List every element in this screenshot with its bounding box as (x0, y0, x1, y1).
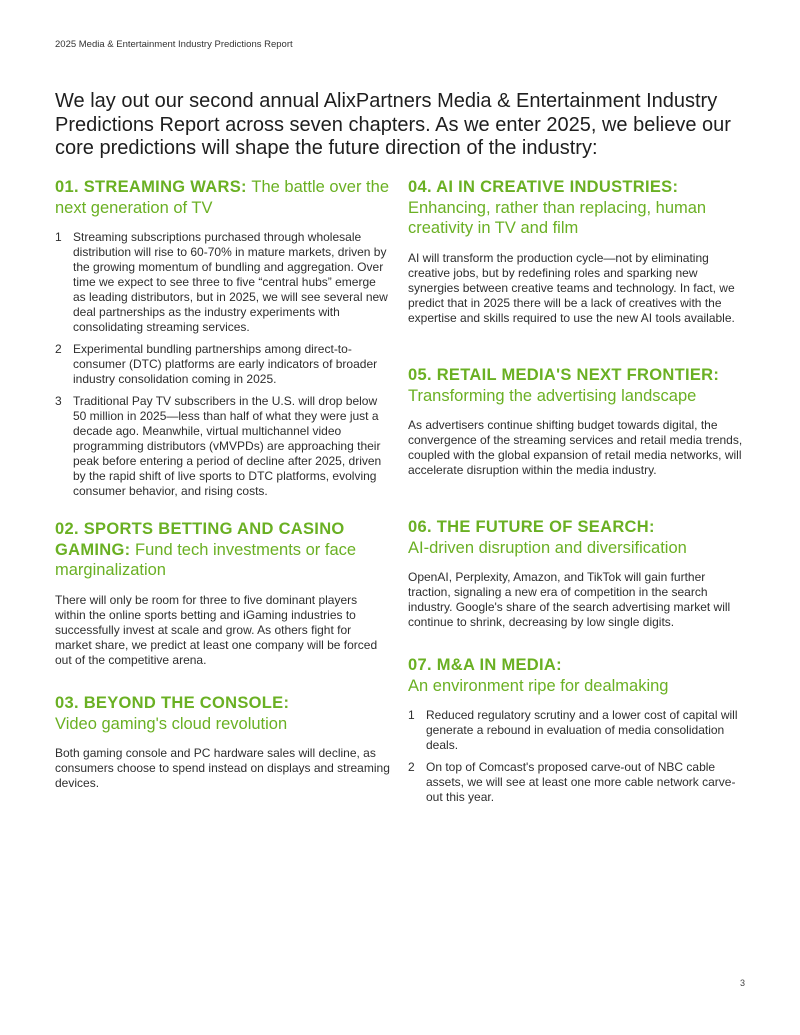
section-future-search (408, 517, 743, 630)
section-body: OpenAI, Perplexity, Amazon, and TikTok will gain further traction, signaling a new era of competition in the search industry. Google's share of the search advertising market will continue to shrink, decreasing by low single digits. (408, 570, 731, 629)
list-number: 2 (408, 760, 415, 774)
section-subtitle: Transforming the advertising landscape (408, 386, 697, 405)
section-subtitle: AI-driven disruption and diversification (408, 538, 687, 557)
section-kicker: 06. THE FUTURE OF SEARCH: (408, 518, 655, 536)
list-text: Experimental bundling partnerships among direct-to-consumer (DTC) platforms are early indicators of broader industry consolidation coming in 2025. (73, 342, 378, 386)
list-number: 1 (55, 230, 62, 244)
list-text: Streaming subscriptions purchased through wholesale distribution will rise to 60-70% in mature markets, driven by the growing momentum of bundling and aggregation. Over time we expect to see three to five “central hubs” emerge as leading distributors, but in 2025, we will see several new deal partnerships as the industry experiments with consolidating streaming services. (73, 230, 388, 334)
section-kicker: 02. SPORTS BETTING AND CASINO GAMING: (55, 520, 345, 559)
section-body: Both gaming console and PC hardware sales will decline, as consumers choose to spend instead on displays and streaming devices. (55, 746, 390, 790)
section-subtitle: The battle over the next generation of TV (55, 178, 389, 217)
prediction-list (408, 708, 743, 805)
section-subtitle: Enhancing, rather than replacing, human creativity in TV and film (408, 198, 707, 237)
list-item (55, 394, 390, 499)
running-header: 2025 Media & Entertainment Industry Predictions Report (55, 39, 293, 50)
section-sports-betting (55, 519, 390, 668)
section-subtitle: An environment ripe for dealmaking (408, 676, 669, 695)
section-kicker: 07. M&A IN MEDIA: (408, 656, 562, 674)
list-item (408, 708, 743, 753)
section-heading (55, 519, 390, 581)
list-item (408, 760, 743, 805)
section-ma-media (408, 655, 743, 812)
section-beyond-console (55, 693, 390, 791)
page-number: 3 (740, 978, 746, 988)
list-text: Reduced regulatory scrutiny and a lower cost of capital will generate a rebound in evaluation of media consolidation deals. (426, 708, 738, 752)
section-kicker: 04. AI IN CREATIVE INDUSTRIES: (408, 178, 679, 196)
section-heading (55, 693, 390, 734)
list-text: Traditional Pay TV subscribers in the U.S. will drop below 50 million in 2025—less than half of what they were just a decade ago. Meanwhile, virtual multichannel video programming distributors (vMVPDs) are approaching their peak before entering a period of decline after 2025, driven by the rapid shift of live sports to DTC platforms, evolving consumer behavior, and rising costs. (73, 394, 382, 498)
section-body: AI will transform the production cycle—not by eliminating creative jobs, but by redefining roles and sparking new synergies between creative teams and technology. In fact, we predict that in 2025 there will be a lack of creatives with the expertise and skills required to use the new AI tools available. (408, 250, 735, 325)
list-text: On top of Comcast's proposed carve-out of NBC cable assets, we will see at least one more cable network carve-out this year. (426, 760, 736, 804)
section-subtitle: Fund tech investments or face marginalization (55, 540, 357, 579)
section-retail-media (408, 365, 743, 478)
intro-paragraph: We lay out our second annual AlixPartners Media & Entertainment Industry Predictions Report across seven chapters. As we enter 2025, we believe our core predictions will shape the future direction of the industry: (55, 90, 731, 159)
list-number: 3 (55, 394, 62, 408)
section-subtitle: Video gaming's cloud revolution (55, 714, 288, 733)
section-heading (408, 177, 743, 239)
section-kicker: 05. RETAIL MEDIA'S NEXT FRONTIER: (408, 366, 720, 384)
section-heading (55, 177, 390, 218)
list-item (55, 342, 390, 387)
section-body: There will only be room for three to five dominant players within the online sports betting and iGaming industries to successfully invest at scale and grow. As others fight for market share, we predict at least one company will be forced out of the competitive arena. (55, 592, 378, 667)
section-kicker: 01. STREAMING WARS: (55, 178, 247, 196)
section-ai-creative (408, 177, 743, 326)
section-heading (408, 365, 743, 406)
list-number: 2 (55, 342, 62, 356)
section-streaming-wars (55, 177, 390, 506)
list-item (55, 230, 390, 335)
section-heading (408, 655, 743, 696)
section-body: As advertisers continue shifting budget towards digital, the convergence of the streaming services and retail media trends, coupled with the global expansion of retail media networks, will accelerate disruption within the media industry. (408, 418, 743, 477)
section-heading (408, 517, 743, 558)
list-number: 1 (408, 708, 415, 722)
section-kicker: 03. BEYOND THE CONSOLE: (55, 694, 290, 712)
prediction-list (55, 230, 390, 499)
